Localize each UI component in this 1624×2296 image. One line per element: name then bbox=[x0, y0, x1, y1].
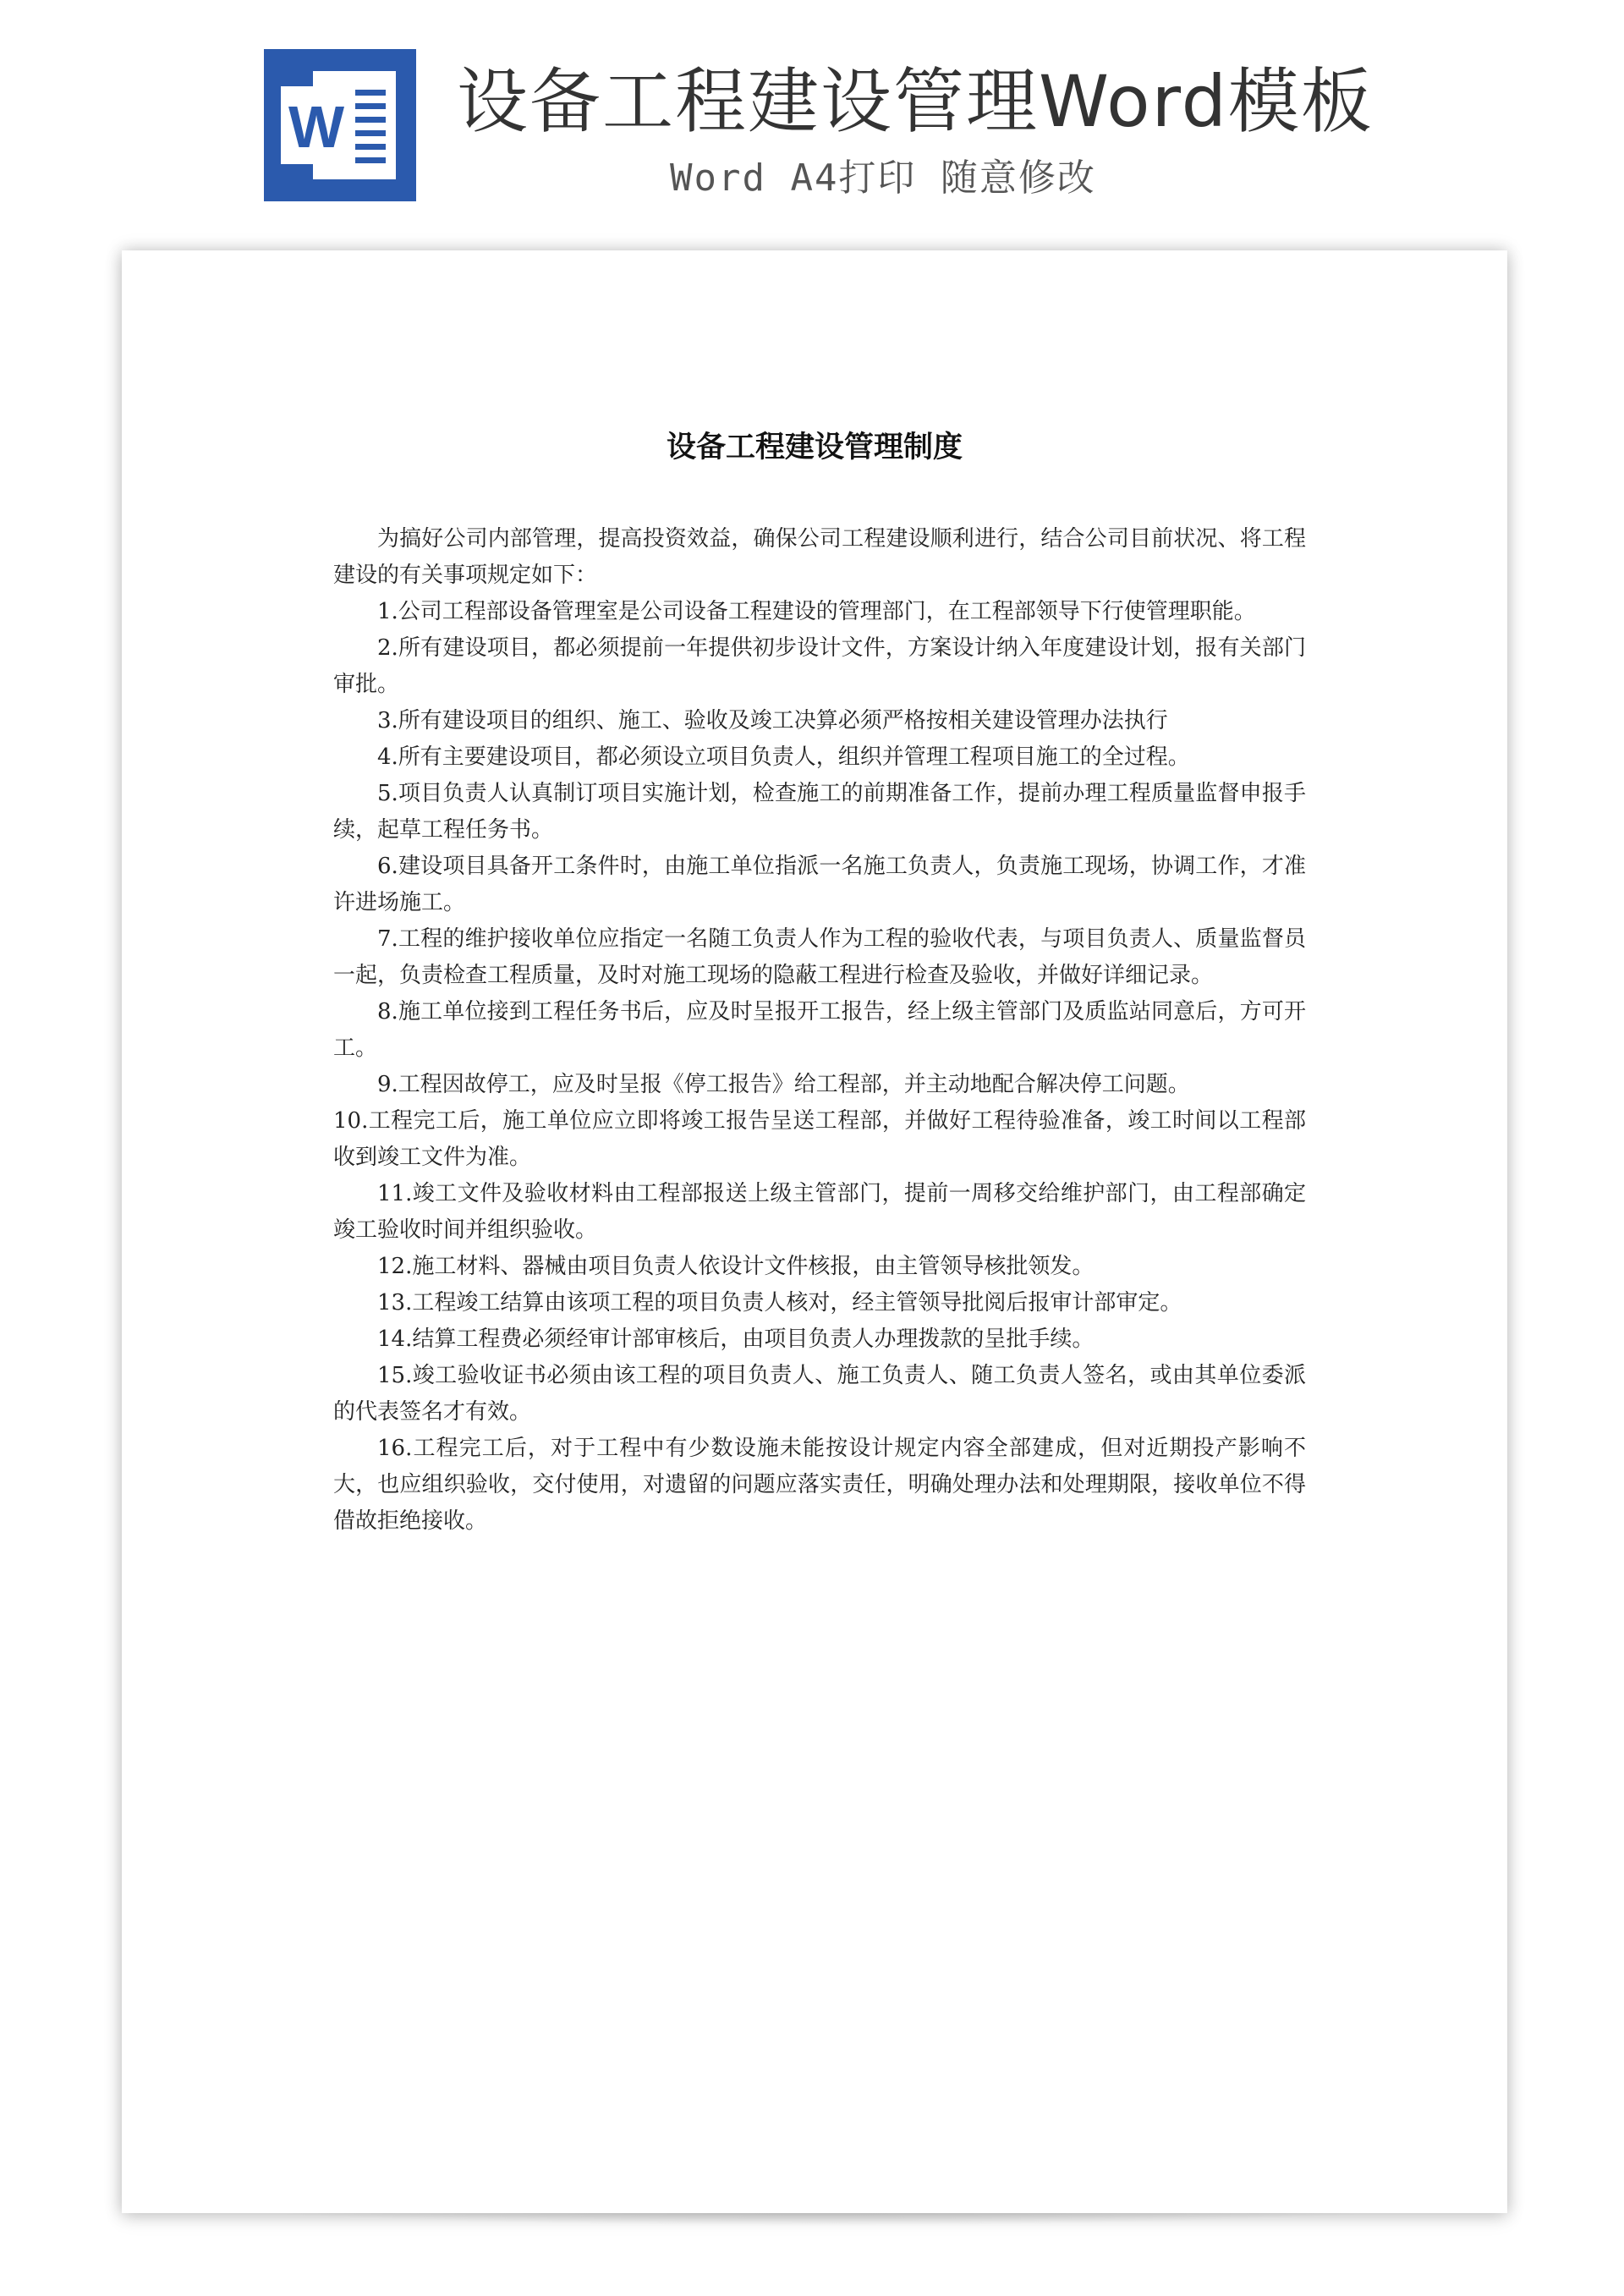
clause-paragraph: 3.所有建设项目的组织、施工、验收及竣工决算必须严格按相关建设管理办法执行 bbox=[377, 708, 1168, 733]
document-title: 设备工程建设管理制度 bbox=[666, 431, 963, 464]
clause-paragraph: 15.竣工验收证书必须由该工程的项目负责人、施工负责人、随工负责人签名，或由其单位委派的代表签名才有效。 bbox=[333, 1363, 1306, 1425]
banner-subtitle: Word A4打印 随意修改 bbox=[670, 157, 1096, 200]
clause-paragraph: 9.工程因故停工，应及时呈报《停工报告》给工程部，并主动地配合解决停工问题。 bbox=[377, 1072, 1190, 1097]
clause-paragraph: 8.施工单位接到工程任务书后，应及时呈报开工报告，经上级主管部门及质监站同意后，方可开工。 bbox=[333, 999, 1306, 1061]
clause-paragraph: 13.工程竣工结算由该项工程的项目负责人核对，经主管领导批阅后报审计部审定。 bbox=[377, 1290, 1182, 1316]
clause-paragraph: 7.工程的维护接收单位应指定一名随工负责人作为工程的验收代表，与项目负责人、质量监督员一起，负责检查工程质量，及时对施工现场的隐蔽工程进行检查及验收，并做好详细记录。 bbox=[333, 926, 1306, 988]
clause-paragraph: 2.所有建设项目，都必须提前一年提供初步设计文件，方案设计纳入年度建设计划，报有关部门审批。 bbox=[333, 635, 1306, 697]
word-logo-icon bbox=[264, 49, 416, 201]
word-logo-letter: W bbox=[288, 94, 345, 160]
intro-paragraph: 为搞好公司内部管理，提高投资效益，确保公司工程建设顺利进行，结合公司目前状况、将工程建设的有关事项规定如下： bbox=[333, 526, 1306, 588]
clause-paragraph: 10.工程完工后，施工单位应立即将竣工报告呈送工程部，并做好工程待验准备，竣工时间以工程部收到竣工文件为准。 bbox=[333, 1108, 1306, 1170]
clause-paragraph: 4.所有主要建设项目，都必须设立项目负责人，组织并管理工程项目施工的全过程。 bbox=[377, 744, 1190, 770]
clause-paragraph: 12.施工材料、器械由项目负责人依设计文件核报，由主管领导核批领发。 bbox=[377, 1254, 1095, 1279]
clause-paragraph: 6.建设项目具备开工条件时，由施工单位指派一名施工负责人，负责施工现场，协调工作，才准许进场施工。 bbox=[333, 854, 1306, 915]
document-body bbox=[333, 521, 1306, 1540]
clause-paragraph: 5.项目负责人认真制订项目实施计划，检查施工的前期准备工作，提前办理工程质量监督申报手续，起草工程任务书。 bbox=[333, 781, 1306, 843]
document-page bbox=[122, 250, 1507, 2213]
clause-paragraph: 11.竣工文件及验收材料由工程部报送上级主管部门，提前一周移交给维护部门，由工程部确定竣工验收时间并组织验收。 bbox=[333, 1181, 1306, 1243]
banner-title: 设备工程建设管理Word模板 bbox=[457, 60, 1374, 143]
clause-paragraph: 1.公司工程部设备管理室是公司设备工程建设的管理部门，在工程部领导下行使管理职能。 bbox=[377, 599, 1256, 624]
clause-paragraph: 16.工程完工后，对于工程中有少数设施未能按设计规定内容全部建成，但对近期投产影响不大，也应组织验收，交付使用，对遗留的问题应落实责任，明确处理办法和处理期限，接收单位不得借故拒绝接收。 bbox=[333, 1436, 1306, 1534]
clause-paragraph: 14.结算工程费必须经审计部审核后，由项目负责人办理拨款的呈批手续。 bbox=[377, 1327, 1095, 1352]
